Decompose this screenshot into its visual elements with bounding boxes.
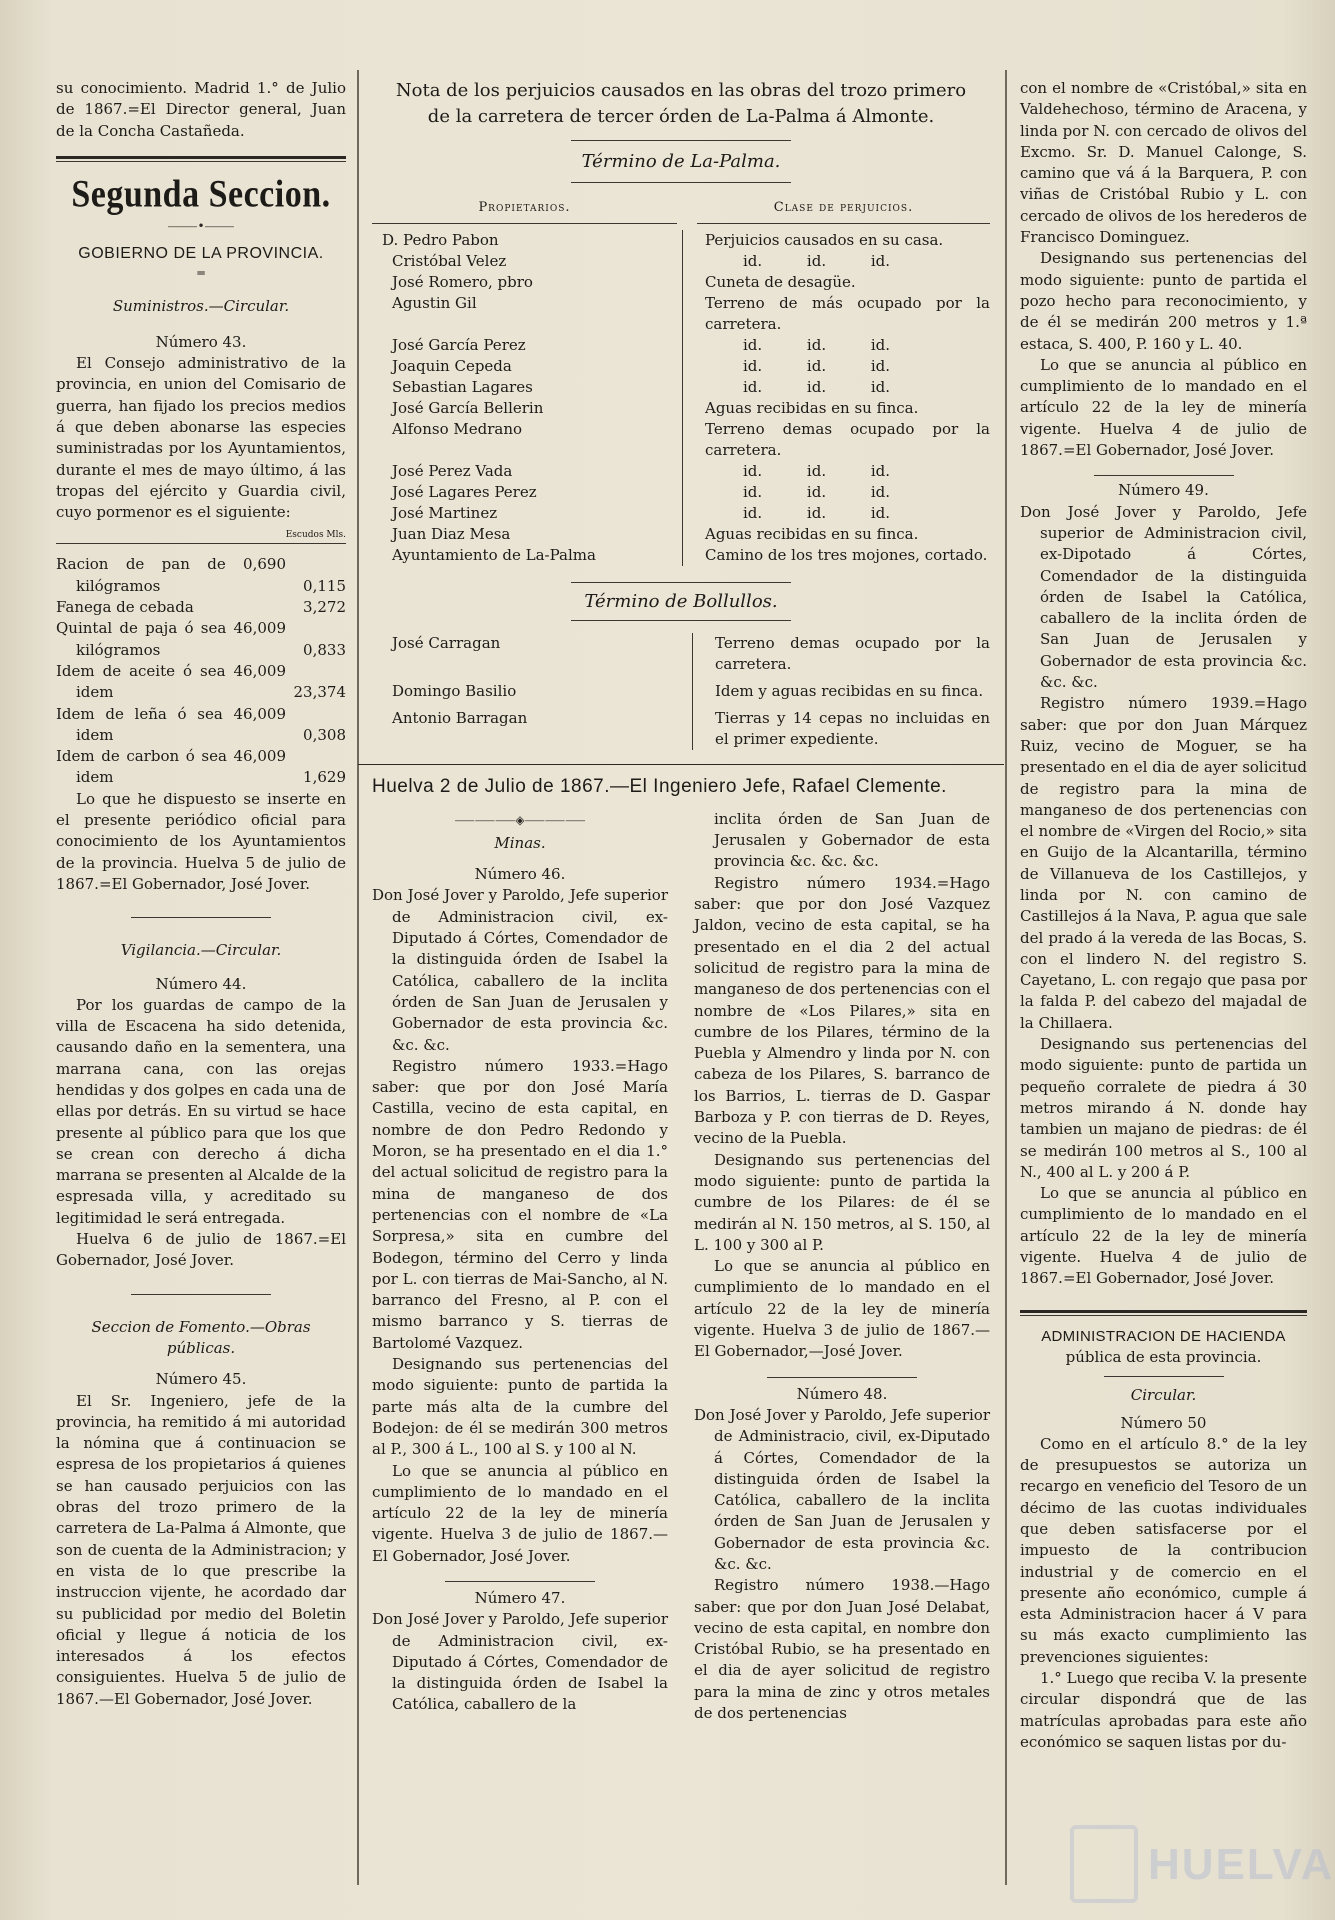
n49-head: Don José Jover y Paroldo, Jefe superior de Administracion civil, ex-Dipotado á Córtes, Comendador de la distinguida órden de Isabel la Católica, caballero de la inclita órden de San Juan de Jerusalen y Gobernador de esta provincia &c. &c. &c. — [1020, 502, 1307, 692]
n49-designando: Designando sus pertenencias del modo siguiente: punto de partida un pequeño corralete de piedra á 30 metros mirando á N. donde hay tambien un majano de piedras: de él se medirán 100 metros al S., 100 al N., 400 al L. y 200 á P. — [1020, 1035, 1307, 1181]
separator — [445, 1581, 595, 1582]
n46-designando: Designando sus pertenencias del modo siguiente: punto de partida la parte más alta de la cumbre del Bodejon: de él se medirán 300 metros al P., 300 á L., 100 al S. y 100 al N. — [372, 1355, 668, 1459]
owner-name: Cristóbal Velez — [392, 251, 507, 270]
full-rule — [358, 764, 1004, 765]
n47-designando: Designando sus pertenencias del modo siguiente: punto de partida la cumbre de los Pilares: de él se medirán al N. 150 metros, al S. 150, al L. 100 y 300 al P. — [694, 1150, 990, 1254]
damage-type: Terreno demas ocupado por la carretera. — [683, 419, 991, 461]
n47-head: Don José Jover y Paroldo, Jefe superior de Administracion civil, ex-Diputado á Córtes, Comendador de la distinguida órden de Isabel la Católica, caballero de la — [372, 1610, 668, 1714]
column-3 — [1020, 78, 1307, 1753]
price-item: Racion de pan de 0,690 kilógramos — [56, 555, 286, 595]
table-row — [372, 230, 990, 251]
table-row — [372, 708, 990, 750]
termino-palma: Término de La-Palma. — [581, 151, 781, 172]
table-row — [372, 377, 990, 398]
separator — [131, 917, 271, 918]
n44-close: Huelva 6 de julio de 1867.=El Gobernador, José Jover. — [56, 1230, 346, 1270]
price-value: 3,272 — [303, 598, 346, 617]
n47-cont: inclita órden de San Juan de Jerusalen y Gobernador de esta provincia &c. &c. &c. — [714, 809, 990, 871]
section-title: Segunda Seccion. — [71, 173, 331, 216]
owner-name: Ayuntamiento de La-Palma — [392, 545, 596, 564]
separator — [767, 1377, 917, 1378]
fomento-title: Seccion de Fomento.—Obras públicas. — [91, 1317, 311, 1357]
owner-name: Agustin Gil — [392, 293, 477, 312]
damage-type: id. id. id. — [683, 356, 991, 377]
price-value: 0,115 — [303, 576, 346, 595]
two-col-block — [372, 809, 990, 1724]
damage-type: Cuneta de desagüe. — [683, 272, 991, 293]
n48-close: Lo que se anuncia al público en cumplimiento de lo mandado en el artículo 22 de la ley de minería vigente. Huelva 4 de julio de 1867.=El Gobernador, José Jover. — [1020, 355, 1307, 460]
n43-text: El Consejo administrativo de la provincia, en union del Comisario de guerra, han fijado los precios medios á que deben abonarse las especies suministradas por los Ayuntamientos, durante el mes de mayo último, á las tropas del ejército y Guardia civil, cuyo pormenor es el siguiente: — [56, 354, 346, 522]
n46-text: Registro número 1933.=Hago saber: que por don José María Castilla, vecino de esta capital, en nombre de don Pedro Redondo y Moron, se ha presentado en el dia 1.° del actual solicitud de registro para la mina de manganeso de dos pertenencias con el nombre de «La Sorpresa,» sita en cumbre del Bodegon, término del Cerro y linda por L. con tierras de Mai-Sancho, al N. barranco del Fresno, al P. con el mismo barranco y S. tierras de Bartolomé Vazquez. — [372, 1056, 668, 1352]
price-item: Quintal de paja ó sea 46,009 kilógramos — [56, 619, 286, 659]
damage-type: id. id. id. — [683, 251, 991, 272]
ornament: ⸻•⸻ — [167, 219, 235, 234]
double-rule — [1020, 1310, 1307, 1313]
number-47: Número 47. — [474, 1588, 566, 1607]
n43-close: Lo que he dispuesto se inserte en el presente periódico oficial para conocimiento de los Ayuntamientos de la provincia. Huelva 5 de julio de 1867.=El Gobernador, José Jover. — [56, 789, 346, 893]
owner-name: Alfonso Medrano — [392, 419, 523, 438]
jover-title: Don José Jover y Paroldo, Jefe superior de Administracion civil, ex-Diputado á Córtes, Comendador de la distinguida órden de Isabel la Católica, caballero de la inclita órden de San Juan de Jerusalen y Gobernador de esta provincia &c. &c. &c. — [372, 886, 668, 1054]
owner-name: José Perez Vada — [392, 461, 513, 480]
suministros-title: Suministros.—Circular. — [112, 297, 290, 316]
n49-close: Lo que se anuncia al público en cumplimiento de lo mandado en el artículo 22 de la ley de minería vigente. Huelva 4 de julio de 1867.=El Gobernador, José Jover. — [1020, 1184, 1307, 1288]
price-header: Escudos Mls. — [56, 529, 346, 544]
table-row — [372, 335, 990, 356]
separator — [571, 182, 791, 183]
separator — [131, 1294, 271, 1295]
separator — [571, 582, 791, 583]
n47-text: Registro número 1934.=Hago saber: que por don José Vazquez Jaldon, vecino de esta capital, se ha presentado en el dia 2 del actual solicitud de registro para la mina de manganeso de dos pertenencias con el nombre de «Los Pilares,» sita en cumbre de los Pilares, término de la Puebla y Almendro y linda por N. con cabeza de los Pilares, S. barranco de los Barrios, L. tierras de D. Gaspar Barboza y P. con tierras de D. Reyes, vecino de la Puebla. — [694, 873, 990, 1148]
owner-name: José García Bellerin — [392, 398, 544, 417]
n49-text: Registro número 1939.=Hago saber: que por don Juan Márquez Ruiz, vecino de Moguer, se ha presentado en el dia de ayer solicitud de registro para la mina de manganeso de dos pertenencias con el nombre de «Virgen del Rocio,» sita en Guijo de la Alcantarilla, término de Villanueva de los Castillejos, y linda por N. con camino de Castillejos á la Nava, P. agua que sale del prado á la vereda de las Bocas, S. con el lindero N. del registro S. Cayetano, L. con regajo que pasa por la falda P. del cabezo del majadal de la Chillaera. — [1020, 694, 1307, 1032]
vigilancia-title: Vigilancia.—Circular. — [120, 941, 282, 960]
separator — [1104, 1376, 1224, 1377]
number-44: Número 44. — [155, 974, 247, 993]
price-value: 0,308 — [303, 725, 346, 744]
table-row — [372, 681, 990, 708]
damage-type: Idem y aguas recibidas en su finca. — [693, 681, 991, 708]
column-1 — [56, 78, 346, 1710]
owner-name: José Carragan — [392, 633, 501, 652]
adm-subtitle: pública de esta provincia. — [1065, 1347, 1262, 1366]
price-row — [56, 597, 346, 618]
damage-type: id. id. id. — [683, 503, 991, 524]
table-row — [372, 545, 990, 566]
header-clase: Clase de perjuicios. — [773, 200, 914, 216]
adm-title: ADMINISTRACION DE HACIENDA — [1041, 1327, 1286, 1345]
separator — [571, 620, 791, 621]
owner-name: José Martinez — [392, 503, 498, 522]
n45-text: El Sr. Ingeniero, jefe de la provincia, ha remitido á mi autoridad la nómina que á continuacion se espresa de los propietarios á quienes se han causado perjuicios con las obras del trozo primero de la carretera de La-Palma á Almonte, que son de cuenta de la Administracion; y en vista de lo que prescribe la instruccion vijente, he acordado dar su publicidad por medio del Boletin oficial y llegue á noticia de los interesados á los efectos consiguientes. Huelva 5 de julio de 1867.—El Gobernador, José Jover. — [56, 1391, 346, 1708]
damage-type: Tierras y 14 cepas no incluidas en el primer expediente. — [693, 708, 991, 750]
owner-name: D. Pedro Pabon — [382, 230, 499, 249]
n48-text: Registro número 1938.—Hago saber: que por don Juan José Delabat, vecino de esta capital, en nombre don Cristóbal Rubio, se ha presentado en el dia de ayer solicitud de registro para la mina de zinc y otros metales de dos pertenencias — [694, 1576, 990, 1723]
table-row — [372, 503, 990, 524]
thin-rule — [1020, 1315, 1307, 1316]
table-row — [372, 272, 990, 293]
header-row — [372, 197, 990, 223]
nota-title: Nota de los perjuicios causados en las obras del trozo primero de la carretera de tercer órden de La-Palma á Almonte. — [395, 80, 967, 127]
header-propietarios: Propietarios. — [478, 200, 571, 216]
n48-designando: Designando sus pertenencias del modo siguiente: punto de partida el pozo hecho para reconocimiento, y de él se medirán 200 metros y 1.ª estaca, S. 400, P. 160 y L. 40. — [1020, 249, 1307, 353]
closing-text: su conocimiento. Madrid 1.° de Julio de 1867.=El Director general, Juan de la Concha Castañeda. — [56, 79, 346, 140]
minas-title: Minas. — [494, 833, 546, 852]
gov-title: GOBIERNO DE LA PROVINCIA. — [78, 245, 324, 263]
owner-name: José Lagares Perez — [392, 482, 537, 501]
price-item: Idem de carbon ó sea 46,009 idem — [56, 747, 286, 787]
table-row — [372, 524, 990, 545]
damage-type: id. id. id. — [683, 335, 991, 356]
table-row — [372, 251, 990, 272]
price-item: Fanega de cebada — [56, 598, 194, 617]
circular-title: Circular. — [1130, 1386, 1197, 1405]
number-45: Número 45. — [155, 1370, 247, 1389]
number-49: Número 49. — [1118, 481, 1209, 500]
damage-type: Aguas recibidas en su finca. — [683, 524, 991, 545]
owner-name: José García Perez — [392, 335, 526, 354]
n48-head: Don José Jover y Paroldo, Jefe superior de Administracio, civil, ex-Diputado á Córtes, Comendador de la distinguida órden de Isabel la Católica, caballero de la inclita órden de San Juan de Jerusalen y Gobernador de esta provincia &c. &c. &c. — [694, 1405, 990, 1573]
n48-cont: con el nombre de «Cristóbal,» sita en Valdehechoso, término de Aracena, y linda por N. con cercado de olivos del Excmo. Sr. D. Manuel Calonge, S. camino que vá á la Barquera, P. con viñas de Cristóbal Rubio y L. con cercado de olivos de los herederos de Francisco Dominguez. — [1020, 79, 1308, 247]
table-row — [372, 356, 990, 377]
price-row — [56, 554, 346, 597]
table-row — [372, 419, 990, 461]
damage-type: id. id. id. — [683, 461, 991, 482]
damage-type: Aguas recibidas en su finca. — [683, 398, 991, 419]
ornament: ═ — [197, 266, 205, 281]
thin-rule — [56, 161, 346, 162]
archive-stamp: HUELVA — [1148, 1840, 1335, 1889]
number-50: Número 50 — [1120, 1413, 1207, 1432]
damage-type: id. id. id. — [683, 482, 991, 503]
price-row — [56, 746, 346, 789]
termino-bollullos: Término de Bollullos. — [584, 590, 778, 612]
damage-type: Camino de los tres mojones, cortado. — [683, 545, 991, 566]
separator — [571, 140, 791, 141]
owner-name: Domingo Basilio — [392, 681, 517, 700]
damage-type: id. id. id. — [683, 377, 991, 398]
owner-name: Juan Diaz Mesa — [392, 524, 511, 543]
number-46: Número 46. — [474, 865, 566, 884]
price-value: 23,374 — [293, 683, 346, 702]
price-row — [56, 704, 346, 747]
table-row — [372, 293, 990, 335]
subcol-left — [372, 809, 668, 1724]
number-48: Número 48. — [796, 1384, 888, 1403]
column-2 — [372, 78, 990, 1724]
owner-name: Sebastian Lagares — [392, 377, 533, 396]
damage-type: Terreno demas ocupado por la carretera. — [693, 633, 991, 681]
column-rule-right — [1005, 70, 1007, 1885]
double-rule — [56, 156, 346, 159]
number-43: Número 43. — [155, 332, 247, 351]
price-value: 1,629 — [303, 768, 346, 787]
price-row — [56, 618, 346, 661]
price-value: 0,833 — [303, 640, 346, 659]
n44-text: Por los guardas de campo de la villa de Escacena ha sido detenida, causando daño en la sementera, una marrana cana, con las orejas hendidas y dos golpes en cada una de ellas por detrás. En su virtud se hace presente al público para que los que se crean con derecho á dicha marrana se presenten al Alcalde de la espresada villa, y acreditado su legitimidad le será entregada. — [56, 995, 346, 1227]
ornament: ⸺⸺⸺◈⸺⸺⸺ — [454, 812, 586, 827]
n50-text: Como en el artículo 8.° de la ley de presupuestos se autoriza un recargo en veneficio del Tesoro de un décimo de las cuotas individuales que deben satisfacerse por el impuesto de la contribucion industrial y de comercio en el presente año económico, cumple á esta Administracion hacer á V para su más exacto cumplimiento las prevenciones siguientes: — [1020, 1434, 1307, 1666]
price-item: Idem de leña ó sea 46,009 idem — [56, 704, 286, 744]
n50-point-1: 1.° Luego que reciba V. la presente circular dispondrá que de las matrículas aprobadas para este año económico se saquen listas por du- — [1020, 1669, 1307, 1751]
price-item: Idem de aceite ó sea 46,009 idem — [56, 661, 286, 702]
owner-name: Antonio Barragan — [392, 708, 528, 727]
archive-stamp-icon — [1070, 1825, 1138, 1903]
n47-close: Lo que se anuncia al público en cumplimiento de lo mandado en el artículo 22 de la ley de minería vigente. Huelva 3 de julio de 1867.—El Gobernador,—José Jover. — [694, 1257, 990, 1361]
owner-name: Joaquin Cepeda — [392, 356, 512, 375]
table-row — [372, 482, 990, 503]
owner-name: José Romero, pbro — [392, 272, 533, 291]
damage-type: Terreno de más ocupado por la carretera. — [683, 293, 991, 335]
price-row — [56, 661, 346, 704]
bollullos-table — [372, 633, 990, 750]
table-row — [372, 633, 990, 681]
table-row — [372, 398, 990, 419]
damage-type: Perjuicios causados en su casa. — [683, 230, 991, 251]
table-row — [372, 461, 990, 482]
price-list — [56, 554, 346, 788]
column-rule-left — [357, 70, 359, 1885]
subcol-right — [694, 809, 990, 1724]
ingeniero-sign: Huelva 2 de Julio de 1867.—El Ingeniero Jefe, Rafael Clemente. — [372, 775, 947, 797]
palma-table — [372, 230, 990, 566]
n46-close: Lo que se anuncia al público en cumplimiento de lo mandado en el artículo 22 de la ley de minería vigente. Huelva 3 de julio de 1867.—El Gobernador, José Jover. — [372, 1461, 668, 1565]
separator — [1094, 475, 1234, 476]
